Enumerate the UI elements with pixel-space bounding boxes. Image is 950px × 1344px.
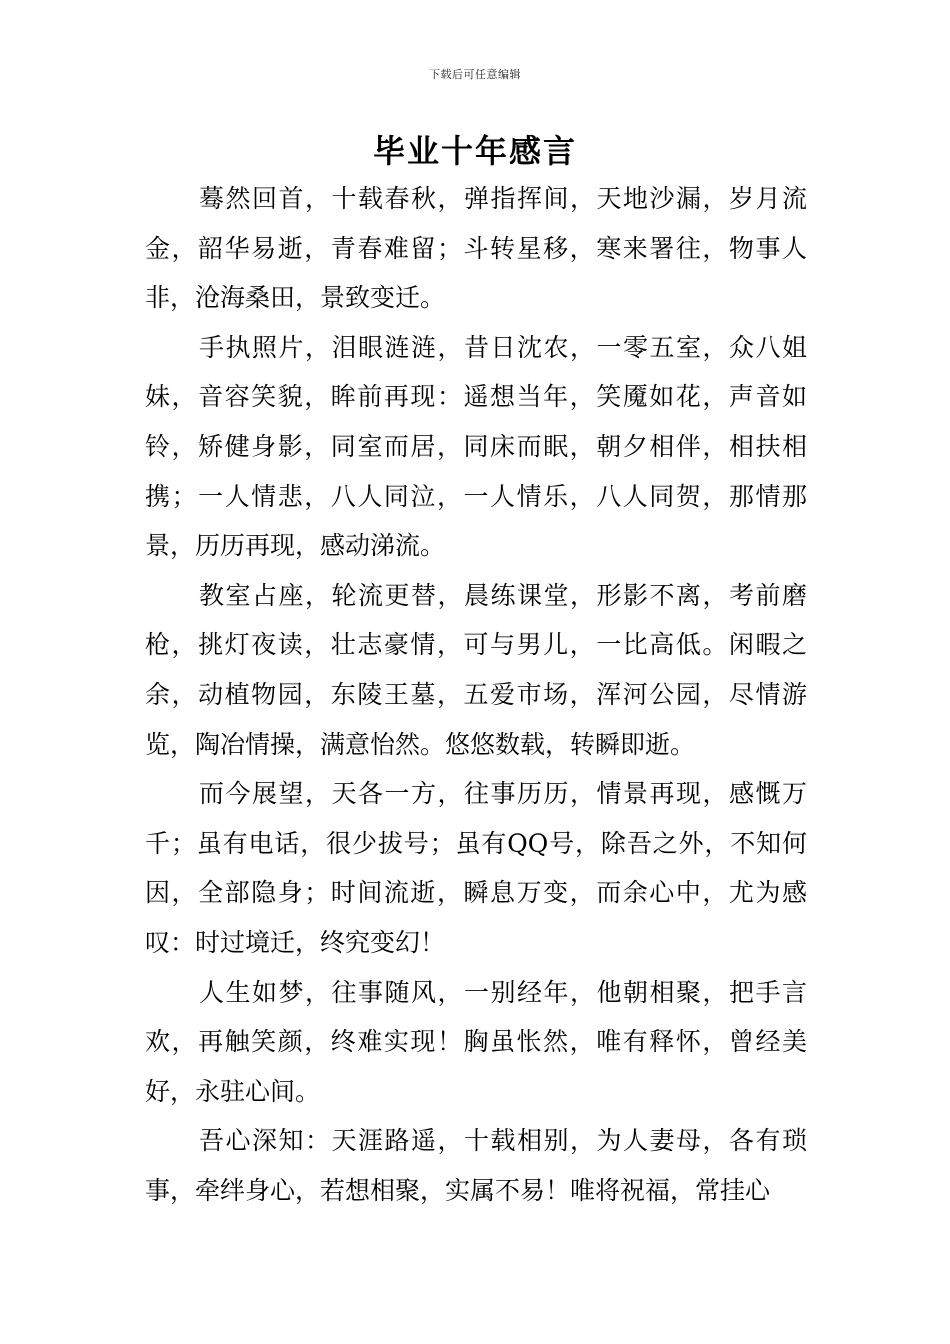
header-note: 下载后可任意编辑	[429, 68, 521, 81]
paragraph-1: 蓦然回首，十载春秋，弹指挥间，天地沙漏，岁月流金，韶华易逝，青春难留；斗转星移，寒来署往，物事人非，沧海桑田，景致变迁。	[145, 184, 807, 313]
paragraph-5: 人生如梦，往事随风，一别经年，他朝相聚，把手言欢，再触笑颜，终难实现！胸虽怅然，唯有释怀，曾经美好，永驻心间。	[145, 977, 807, 1106]
paragraph-3: 教室占座，轮流更替，晨练课堂，形影不离，考前磨枪，挑灯夜读，壮志豪情，可与男儿，一比高低。闲暇之余，动植物园，东陵王墓，五爱市场，浑河公园，尽情游览，陶冶情操，满意怡然。悠悠数载，转瞬即逝。	[145, 580, 807, 759]
paragraph-4: 而今展望，天各一方，往事历历，情景再现，感慨万千；虽有电话，很少拔号；虽有QQ号，除吾之外，不知何因，全部隐身；时间流逝，瞬息万变，而余心中，尤为感叹：时过境迁，终究变幻！	[145, 779, 807, 957]
paragraph-6: 吾心深知：天涯路遥，十载相别，为人妻母，各有琐事，牵绊身心，若想相聚，实属不易！唯将祝福，常挂心	[145, 1126, 807, 1205]
document-title: 毕业十年感言	[372, 132, 577, 170]
paragraph-2: 手执照片，泪眼涟涟，昔日沈农，一零五室，众八姐妹，音容笑貌，眸前再现：遥想当年，笑魇如花，声音如铃，矫健身影，同室而居，同床而眠，朝夕相伴，相扶相携；一人情悲，八人同泣，一人情乐，八人同贺，那情那景，历历再现，感动涕流。	[145, 332, 807, 561]
document-body	[145, 174, 807, 1215]
